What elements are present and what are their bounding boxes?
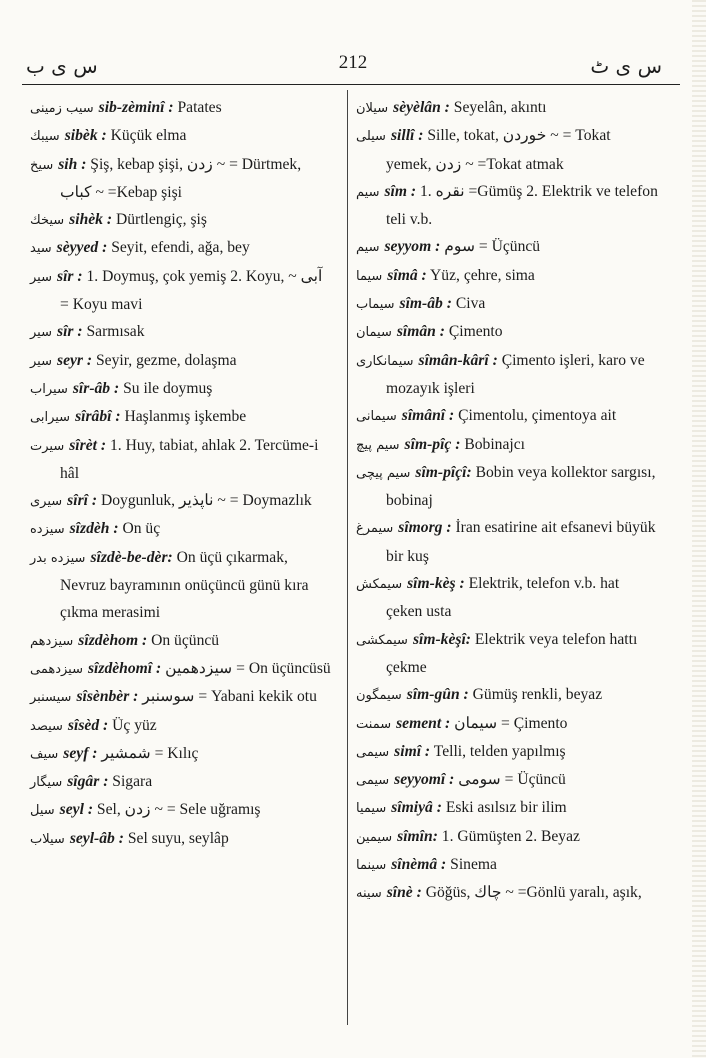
- transliteration: simî :: [394, 742, 431, 760]
- transliteration: sîmân :: [396, 323, 445, 341]
- dictionary-entry: [30, 712, 335, 740]
- definition: Sille, tokat, خوردن ~ = Tokat yemek, زدن ~ =Tokat atmak: [386, 127, 611, 173]
- transliteration: sîm-âb :: [399, 295, 452, 313]
- definition: Bobin veya kollektor sargısı, bobinaj: [386, 463, 656, 510]
- definition: On üçüncü: [151, 631, 220, 649]
- definition: Seyir, gezme, dolaşma: [95, 351, 237, 369]
- dictionary-entry: [356, 459, 659, 515]
- transliteration: sîzdèhomî :: [87, 659, 162, 677]
- arabic-headword: سیلی: [356, 129, 386, 145]
- dictionary-entry: [30, 627, 335, 655]
- definition: Telli, telden yapılmış: [433, 742, 566, 760]
- dictionary-entry: [356, 879, 659, 907]
- definition: Dürtlengiç, şiş: [115, 211, 207, 229]
- definition: سوسنبر = Yabani kekik otu: [142, 688, 317, 706]
- definition: سومی = Üçüncü: [458, 771, 566, 789]
- arabic-headword: سیم پیچی: [356, 465, 411, 481]
- arabic-headword: سیری: [30, 494, 63, 510]
- transliteration: sîm-pîçî:: [415, 463, 472, 481]
- transliteration: sîgâr :: [67, 773, 109, 791]
- dictionary-entry: [30, 318, 335, 346]
- transliteration: sîsènbèr :: [76, 688, 139, 706]
- dictionary-entry: [356, 794, 659, 822]
- arabic-headword: سیما: [356, 268, 383, 284]
- transliteration: sement :: [396, 714, 451, 732]
- dictionary-entry: [356, 233, 659, 261]
- arabic-headword: سیزده: [30, 522, 65, 538]
- dictionary-entry: [30, 206, 335, 234]
- dictionary-entry: [356, 823, 659, 851]
- definition: Eski asılsız bir ilim: [445, 799, 567, 817]
- definition: Su ile doymuş: [123, 379, 213, 397]
- dictionary-entry: [356, 122, 659, 178]
- dictionary-entry: [30, 825, 335, 853]
- dictionary-entry: [356, 290, 659, 318]
- arabic-headword: سیمان: [356, 325, 392, 341]
- transliteration: sîmiyâ :: [391, 799, 442, 817]
- arabic-headword: سیبك: [30, 129, 60, 145]
- transliteration: sib-zèminî :: [98, 99, 174, 116]
- definition: Bobinajcı: [464, 435, 525, 453]
- arabic-headword: سینما: [356, 858, 387, 874]
- definition: On üç: [122, 520, 161, 538]
- transliteration: sînèmâ :: [391, 856, 447, 874]
- definition: Seyelân, akıntı: [453, 99, 547, 116]
- definition: Çimento: [448, 323, 503, 341]
- arabic-headword: سیمگون: [356, 688, 402, 704]
- transliteration: seyyomî :: [394, 771, 455, 789]
- definition: 1. Huy, tabiat, ahlak 2. Tercüme-i hâl: [60, 436, 319, 482]
- transliteration: sîr :: [57, 323, 83, 341]
- arabic-headword: سیصد: [30, 718, 63, 734]
- transliteration: sèyyed :: [56, 239, 108, 257]
- arabic-headword: سمنت: [356, 716, 392, 732]
- dictionary-entry: [30, 768, 335, 796]
- column-divider: [347, 90, 348, 1025]
- definition: Elektrik veya telefon hattı çekme: [386, 630, 638, 676]
- page-edge: [692, 0, 706, 1058]
- arabic-headword: سیم: [356, 184, 380, 200]
- transliteration: sîzdè-be-dèr:: [90, 548, 173, 566]
- transliteration: sih :: [58, 155, 87, 173]
- definition: سیزدهمین = On üçüncüsü: [165, 659, 331, 677]
- arabic-headword: سیزدهم: [30, 633, 74, 649]
- transliteration: seyr :: [57, 351, 93, 369]
- dictionary-entry: [356, 710, 659, 738]
- dictionary-entry: [30, 347, 335, 375]
- arabic-headword: سیمکشی: [356, 632, 408, 648]
- dictionary-entry: [356, 94, 659, 122]
- transliteration: sihèk :: [69, 211, 113, 229]
- definition: Göğüs, چاك ~ =Gönlü yaralı, aşık,: [425, 884, 642, 902]
- arabic-headword: سیرت: [30, 438, 65, 454]
- arabic-headword: سیمرغ: [356, 521, 394, 537]
- arabic-headword: سیم پیچ: [356, 437, 400, 453]
- arabic-headword: سیمکش: [356, 577, 403, 593]
- dictionary-entry: [30, 403, 335, 431]
- right-running-head: س ی ٹ: [590, 54, 662, 78]
- left-running-head: س ی ب: [26, 54, 98, 78]
- arabic-headword: سیم: [356, 240, 380, 256]
- transliteration: sîzdèhom :: [78, 631, 148, 649]
- definition: Yüz, çehre, sima: [430, 266, 535, 284]
- dictionary-entry: [356, 178, 659, 234]
- header-rule: [22, 84, 680, 85]
- definition: Civa: [455, 295, 486, 313]
- dictionary-entry: [356, 514, 659, 570]
- arabic-headword: سیگار: [30, 775, 63, 791]
- definition: Sigara: [112, 773, 153, 791]
- definition: Gümüş renkli, beyaz: [472, 686, 603, 704]
- dictionary-entry: [30, 655, 335, 683]
- definition: 1. نقره =Gümüş 2. Elektrik ve telefon teli v.b.: [386, 182, 658, 229]
- arabic-headword: سیماب: [356, 297, 395, 313]
- dictionary-entry: [30, 796, 335, 824]
- arabic-headword: سیمی: [356, 773, 390, 789]
- dictionary-entry: [356, 766, 659, 794]
- definition: 1. Doymuş, çok yemiş 2. Koyu, ~ آبی = Koyu mavi: [60, 267, 323, 314]
- dictionary-entry: [356, 738, 659, 766]
- transliteration: sillî :: [390, 127, 424, 145]
- dictionary-entry: [356, 402, 659, 430]
- transliteration: sîmânî :: [401, 407, 455, 425]
- dictionary-entry: [30, 740, 335, 768]
- dictionary-entry: [30, 234, 335, 262]
- arabic-headword: سینه: [356, 886, 382, 902]
- definition: شمشیر = Kılıç: [101, 744, 199, 762]
- arabic-headword: سیسنبر: [30, 690, 72, 706]
- dictionary-entry: [30, 544, 335, 627]
- transliteration: sîrâbî :: [75, 408, 121, 426]
- dictionary-entry: [356, 626, 659, 682]
- transliteration: sîmîn:: [397, 827, 438, 845]
- definition: İran esatirine ait efsanevi büyük bir kuş: [386, 519, 656, 565]
- definition: Üç yüz: [112, 716, 157, 734]
- arabic-headword: سید: [30, 241, 52, 257]
- arabic-headword: سیف: [30, 746, 59, 762]
- dictionary-entry: [356, 681, 659, 709]
- transliteration: sîzdèh :: [69, 520, 119, 538]
- transliteration: sîmorg :: [398, 519, 452, 537]
- page-number: 212: [338, 52, 368, 73]
- transliteration: sîr-âb :: [72, 379, 120, 397]
- definition: Çimento işleri, karo ve mozayık işleri: [386, 351, 645, 397]
- arabic-headword: سیر: [30, 269, 52, 285]
- definition: Sel, زدن ~ = Sele uğramış: [96, 801, 261, 819]
- arabic-headword: سیزدهمی: [30, 661, 83, 677]
- definition: Şiş, kebap şişi, زدن ~ = Dürtmek, کباب ~ =Kebap şişi: [60, 155, 302, 201]
- transliteration: seyf :: [63, 744, 98, 762]
- transliteration: sîmân-kârî :: [418, 351, 498, 369]
- transliteration: sîrèt :: [69, 436, 107, 454]
- transliteration: sîm-gûn :: [406, 686, 469, 704]
- dictionary-entry: [30, 375, 335, 403]
- arabic-headword: سیلاب: [30, 831, 65, 847]
- definition: Patates: [177, 99, 222, 116]
- transliteration: sîm-kèş :: [407, 575, 465, 593]
- transliteration: sîm-kèşî:: [412, 630, 471, 648]
- arabic-headword: سیخ: [30, 157, 54, 173]
- transliteration: sîmâ :: [387, 266, 427, 284]
- arabic-headword: سیمین: [356, 829, 393, 845]
- dictionary-entry: [30, 263, 335, 319]
- dictionary-entry: [30, 122, 335, 150]
- transliteration: sînè :: [386, 884, 422, 902]
- transliteration: sibèk :: [64, 127, 107, 145]
- dictionary-entry: [356, 570, 659, 626]
- dictionary-entry: [356, 431, 659, 459]
- definition: 1. Gümüşten 2. Beyaz: [441, 827, 580, 845]
- arabic-headword: سیرابی: [30, 410, 71, 426]
- arabic-headword: سیمیا: [356, 801, 387, 817]
- definition: سیمان = Çimento: [454, 714, 568, 732]
- dictionary-entry: [30, 683, 335, 711]
- arabic-headword: سیلان: [356, 101, 389, 116]
- definition: Sel suyu, seylâp: [127, 829, 229, 847]
- dictionary-entry: [30, 515, 335, 543]
- transliteration: sîsèd :: [67, 716, 109, 734]
- arabic-headword: سیخك: [30, 213, 65, 229]
- definition: On üçü çıkarmak, Nevruz bayramının onüçüncü günü kıra çıkma merasimi: [60, 548, 309, 622]
- arabic-headword: سیر: [30, 353, 52, 369]
- transliteration: sîm :: [384, 182, 417, 200]
- transliteration: seyl-âb :: [69, 829, 124, 847]
- dictionary-entry: [30, 94, 335, 122]
- transliteration: sîm-pîç :: [404, 435, 461, 453]
- definition: Çimentolu, çimentoya ait: [458, 407, 617, 425]
- transliteration: seyyom :: [384, 238, 441, 256]
- transliteration: seyl :: [59, 801, 94, 819]
- definition: Seyit, efendi, ağa, bey: [111, 239, 250, 257]
- dictionary-entry: [30, 432, 335, 488]
- page-header: [0, 50, 706, 80]
- transliteration: sîrî :: [67, 492, 98, 510]
- arabic-headword: سیل: [30, 803, 55, 819]
- definition: Haşlanmış işkembe: [124, 408, 247, 426]
- transliteration: sèyèlân :: [393, 99, 450, 116]
- left-column: [30, 94, 335, 853]
- definition: سوم = Üçüncü: [444, 238, 541, 256]
- dictionary-entry: [30, 151, 335, 207]
- definition: Küçük elma: [110, 127, 187, 145]
- definition: Elektrik, telefon v.b. hat çeken usta: [386, 575, 620, 621]
- definition: Doygunluk, ناپذیر ~ = Doymazlık: [100, 492, 312, 510]
- dictionary-entry: [356, 318, 659, 346]
- arabic-headword: سیب زمینی: [30, 101, 94, 116]
- transliteration: sîr :: [57, 267, 83, 285]
- definition: Sinema: [450, 856, 497, 874]
- arabic-headword: سیزده بدر: [30, 550, 86, 566]
- arabic-headword: سیمانکاری: [356, 353, 414, 369]
- dictionary-entry: [356, 851, 659, 879]
- arabic-headword: سیمی: [356, 744, 390, 760]
- definition: Sarmısak: [86, 323, 145, 341]
- dictionary-entry: [356, 262, 659, 290]
- dictionary-entry: [356, 347, 659, 403]
- arabic-headword: سیمانی: [356, 409, 397, 425]
- dictionary-entry: [30, 487, 335, 515]
- arabic-headword: سیراب: [30, 381, 68, 397]
- arabic-headword: سیر: [30, 325, 52, 341]
- right-column: [356, 94, 659, 908]
